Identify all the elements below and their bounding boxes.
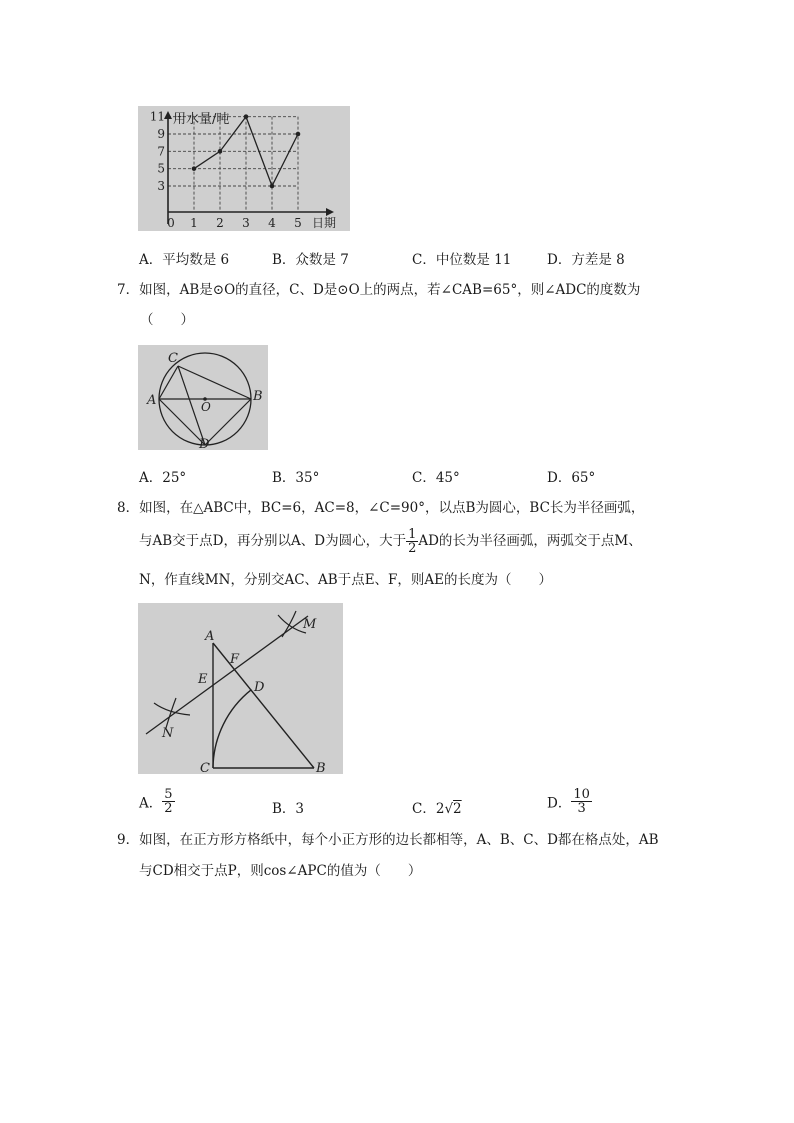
fraction-one-half: $\frac{1}{2}$ — [408, 527, 417, 556]
q7-stem-line2: （ ） — [140, 312, 194, 328]
arc-m-2 — [282, 611, 296, 637]
x-tick-label: 0 — [167, 216, 175, 230]
q7-stem-line1: 7．如图，AB是⊙O的直径，C、D是⊙O上的两点，若∠CAB=65°，则∠ADC的度数为 — [117, 282, 641, 298]
label-b: B — [316, 761, 326, 774]
q6-options — [139, 248, 699, 268]
label-b: B — [253, 389, 263, 404]
y-axis-label: 用水量/吨 — [173, 112, 230, 127]
data-point — [270, 184, 275, 189]
q6-option-c[interactable]: C．中位数是 11 — [412, 252, 512, 268]
label-c: C — [168, 351, 178, 366]
q8-option-d[interactable]: D． $\frac{10}{3}$ — [547, 787, 590, 816]
data-point — [244, 114, 249, 119]
y-tick-label: 5 — [157, 161, 165, 176]
y-tick-label: 9 — [157, 127, 165, 141]
q9-stem-line1: 9．如图，在正方形方格纸中，每个小正方形的边长都相等，A、B、C、D都在格点处，AB — [117, 832, 659, 848]
label-d: D — [199, 437, 210, 450]
x-tick-label: 1 — [190, 216, 198, 230]
label-m: M — [303, 617, 317, 632]
label-c: C — [200, 761, 210, 774]
x-tick-label: 2 — [216, 216, 224, 230]
x-tick-label: 5 — [294, 216, 302, 230]
x-tick-label: 3 — [242, 216, 250, 230]
q8-option-c[interactable]: C．2√2 — [412, 801, 462, 817]
q7-option-d[interactable]: D．65° — [547, 470, 596, 486]
label-n: N — [162, 726, 174, 741]
q8-option-b[interactable]: B．3 — [272, 801, 305, 817]
triangle-construction-figure — [138, 603, 343, 774]
label-o: O — [201, 400, 211, 414]
x-tick-label: 4 — [268, 216, 276, 230]
q9-stem-line2: 与CD相交于点P，则cos∠APC的值为（ ） — [139, 863, 422, 879]
data-point — [192, 166, 197, 171]
arc-b — [213, 690, 252, 768]
arc-m-1 — [278, 615, 306, 633]
chart-grid — [168, 117, 298, 212]
data-point — [218, 149, 223, 154]
y-tick-label: 11 — [149, 109, 165, 124]
label-f: F — [230, 652, 240, 667]
label-a: A — [147, 393, 157, 408]
label-e: E — [198, 672, 208, 687]
q6-option-b[interactable]: B．众数是 7 — [272, 252, 349, 268]
q7-option-c[interactable]: C．45° — [412, 470, 460, 486]
q8-stem-line1: 8．如图，在△ABC中，BC=6，AC=8，∠C=90°，以点B为圆心，BC长为半径画弧， — [117, 500, 645, 516]
q8-stem-line3: N，作直线MN，分别交AC、AB于点E、F，则AE的长度为（ ） — [139, 572, 553, 588]
label-d: D — [254, 680, 265, 695]
q8-options — [139, 788, 699, 822]
q8-option-a[interactable]: A． $\frac{5}{2}$ — [139, 787, 173, 816]
data-point — [296, 132, 301, 137]
y-tick-label: 3 — [157, 179, 165, 193]
water-usage-chart — [138, 106, 350, 231]
x-axis-label: 日期 — [312, 216, 337, 230]
q7-option-a[interactable]: A．25° — [139, 470, 187, 486]
q6-option-a[interactable]: A．平均数是 6 — [139, 252, 230, 268]
q7-option-b[interactable]: B．35° — [272, 470, 320, 486]
x-axis-arrow — [326, 208, 334, 216]
label-a: A — [205, 629, 215, 644]
q8-stem-line2: 与AB交于点D，再分别以A、D为圆心，大于 $\frac{1}{2}$ AD的长为半径画弧，两弧交于点M、 — [139, 527, 642, 556]
y-axis-arrow — [164, 111, 172, 119]
q7-options — [139, 466, 699, 486]
q6-option-d[interactable]: D．方差是 8 — [547, 252, 625, 268]
segment-cb — [178, 366, 251, 399]
segment-ab — [213, 643, 314, 768]
y-tick-label: 7 — [157, 144, 165, 159]
circle-figure — [138, 345, 268, 450]
